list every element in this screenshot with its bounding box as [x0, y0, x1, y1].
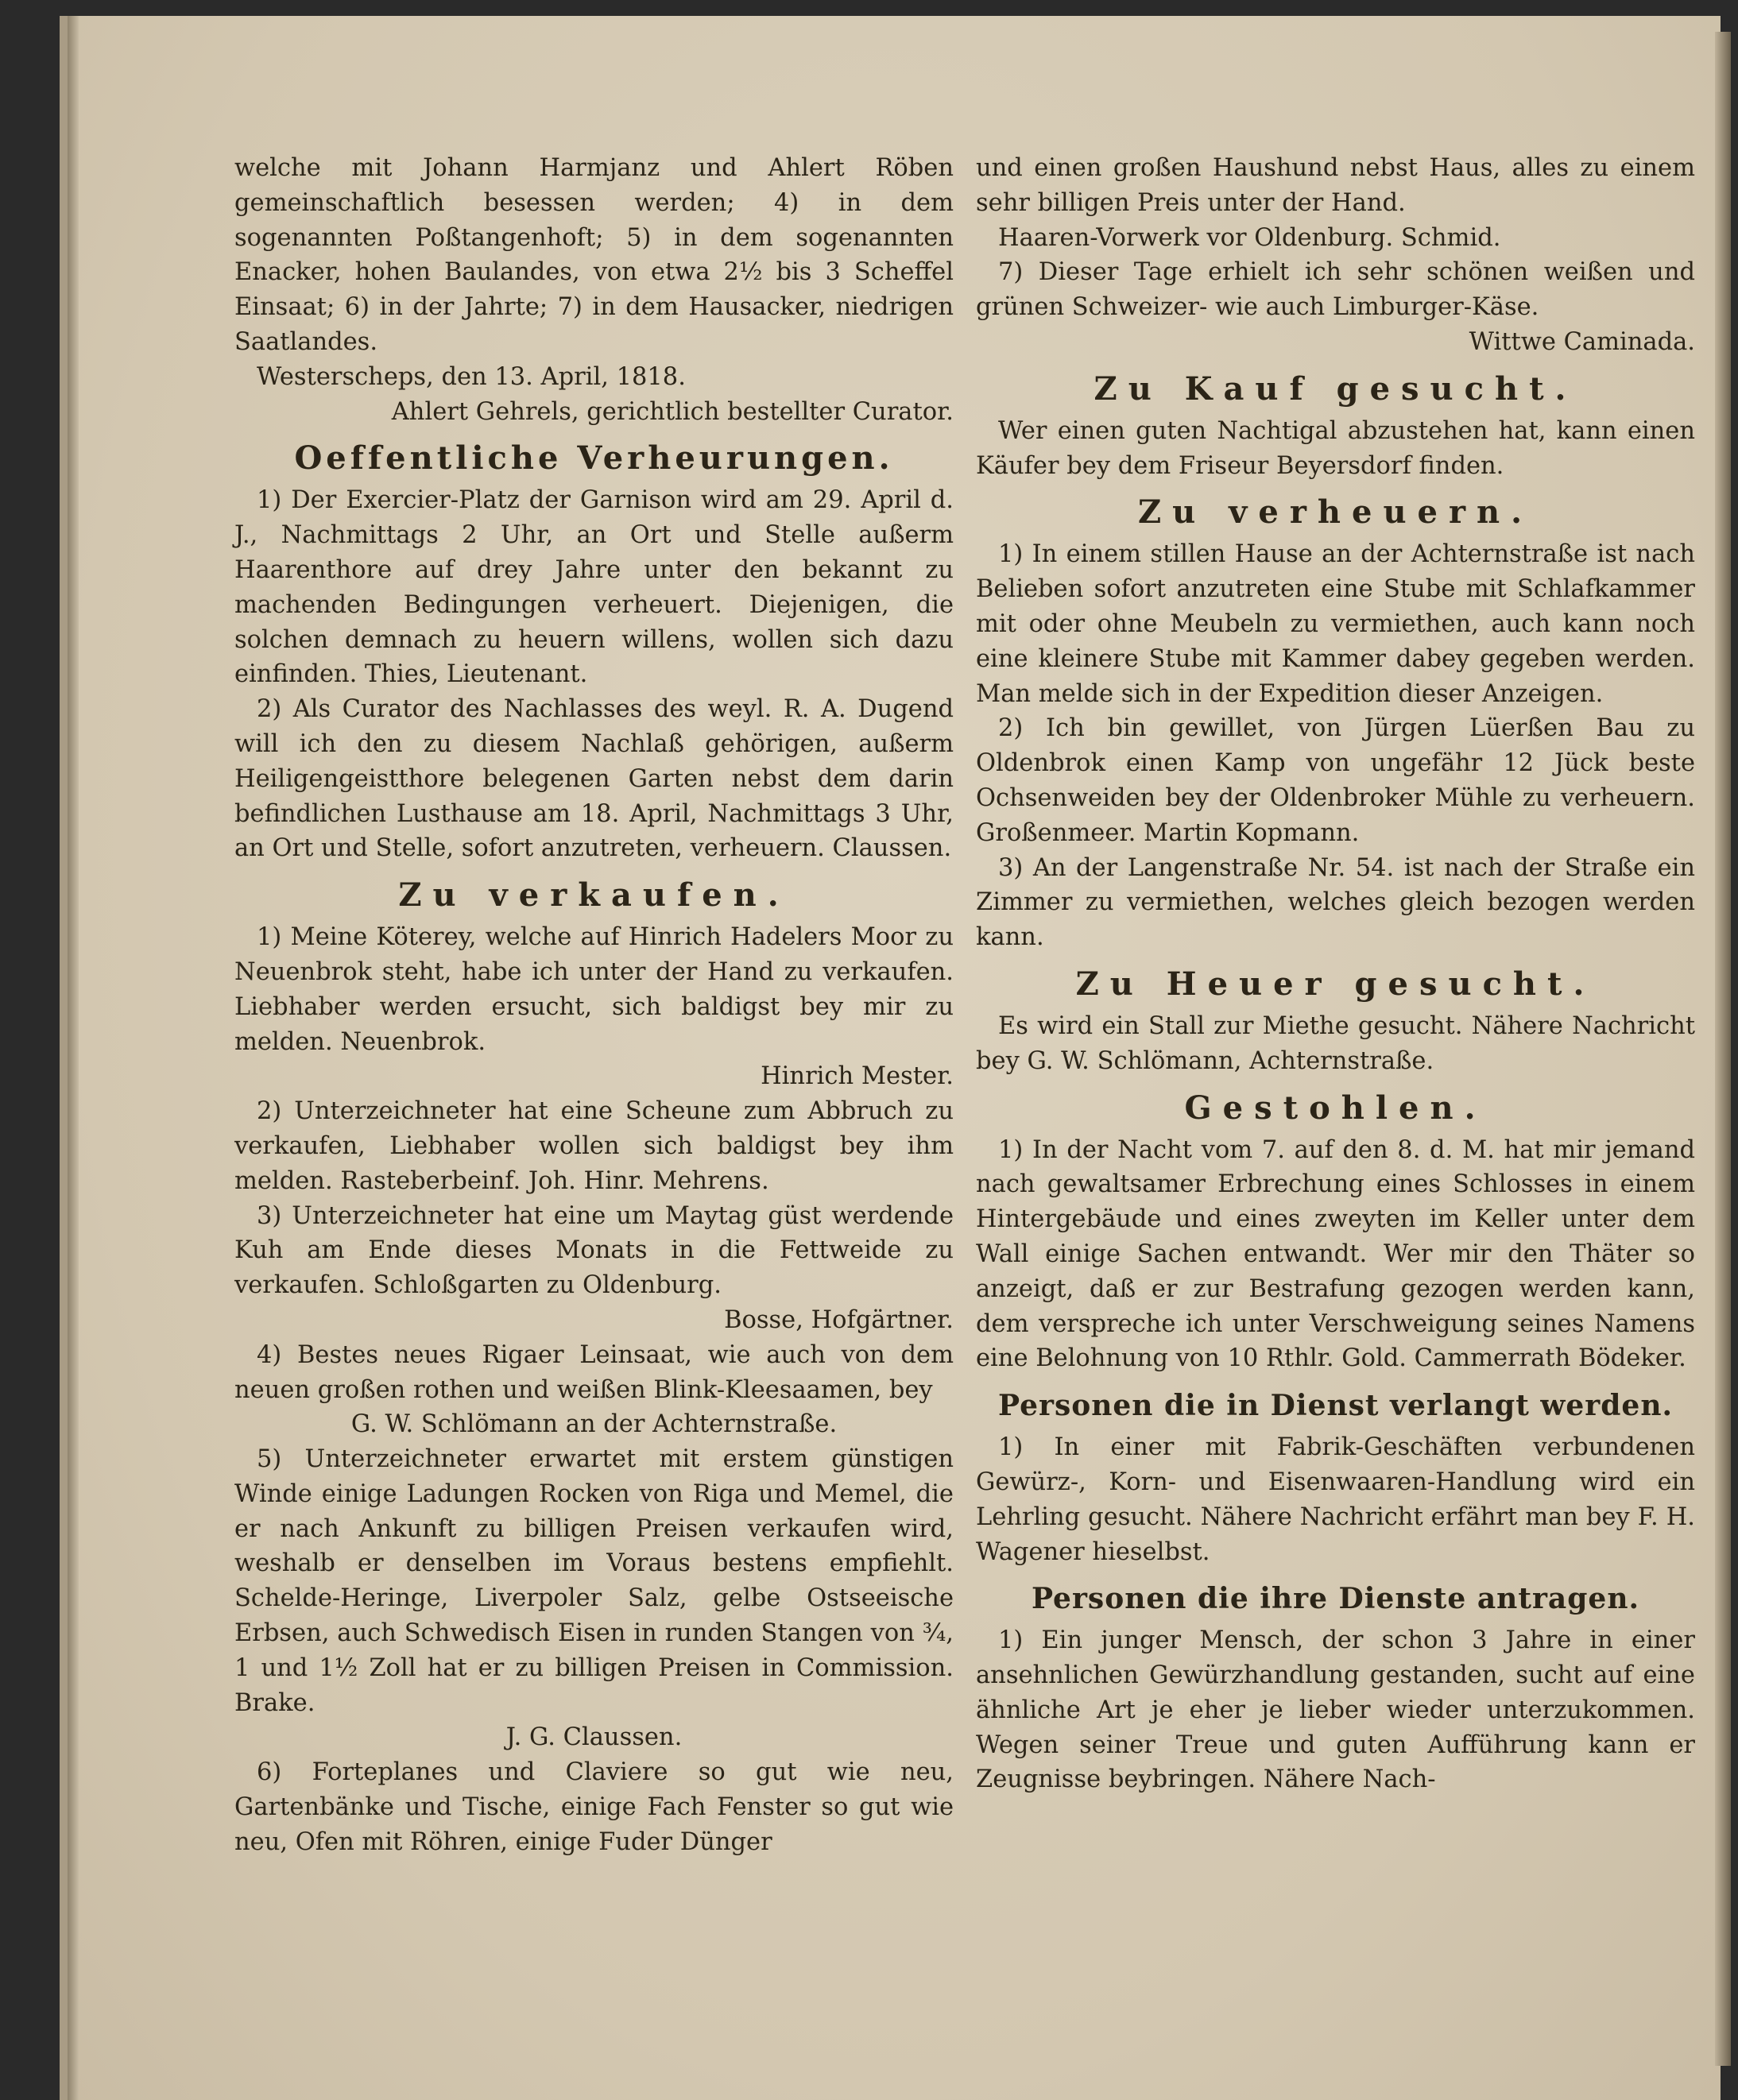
section-heading: Zu Kauf gesucht.	[1094, 369, 1577, 408]
signature: J. G. Claussen.	[505, 1723, 683, 1752]
notice-paragraph: 3) An der Langenstraße Nr. 54. ist nach der Straße ein Zimmer zu vermiethen, welches gleich bezogen werden kann.	[976, 853, 1695, 952]
signature: Ahlert Gehrels, gerichtlich bestellter Curator.	[391, 397, 954, 426]
notice-paragraph: 6) Forteplanes und Claviere so gut wie neu, Gartenbänke und Tische, einige Fach Fenster so gut wie neu, Ofen mit Röhren, einige Fuder Dünger	[234, 1758, 954, 1856]
page-edge-left	[60, 16, 68, 2100]
notice-paragraph: 2) Unterzeichneter hat eine Scheune zum Abbruch zu verkaufen, Liebhaber wollen sich baldigst bey ihm melden. Rasteberbeinf. Joh. Hinr. Mehrens.	[234, 1097, 954, 1195]
section-heading: Personen die ihre Dienste antragen.	[1031, 1582, 1640, 1616]
notice-paragraph: 1) Ein junger Mensch, der schon 3 Jahre in einer ansehnlichen Gewürzhandlung gestanden, sucht auf eine ähnliche Art je eher je lieber wieder unterzukommen. Wegen seiner Treue und guten Aufführung kann er Zeugnisse beybringen. Nähere Nach-	[976, 1626, 1695, 1794]
signature: Bosse, Hofgärtner.	[724, 1305, 954, 1334]
notice-paragraph: 1) Meine Köterey, welche auf Hinrich Hadelers Moor zu Neuenbrok steht, habe ich unter der Hand zu verkaufen. Liebhaber werden ersucht, sich baldigst bey mir zu melden. Neuenbrok.	[234, 923, 954, 1056]
signature: Wittwe Caminada.	[1469, 327, 1695, 356]
section-heading: Zu Heuer gesucht.	[1075, 965, 1596, 1003]
signature: G. W. Schlömann an der Achternstraße.	[350, 1410, 838, 1439]
notice-paragraph: Es wird ein Stall zur Miethe gesucht. Nähere Nachricht bey G. W. Schlömann, Achternstraße.	[976, 1011, 1695, 1075]
notice-paragraph: welche mit Johann Harmjanz und Ahlert Röben gemeinschaftlich besessen werden; 4) in dem sogenannten Poßtangenhoft; 5) in dem sogenannten Enacker, hohen Baulandes, von etwa 2½ bis 3 Scheffel Einsaat; 6) in der Jahrte; 7) in dem Hausacker, niedrigen Saatlandes.	[234, 154, 954, 356]
notice-paragraph: 4) Bestes neues Rigaer Leinsaat, wie auch von dem neuen großen rothen und weißen Blink-Kleesaamen, bey	[234, 1340, 954, 1404]
left-column	[234, 151, 954, 1860]
notice-paragraph: 1) In der Nacht vom 7. auf den 8. d. M. hat mir jemand nach gewaltsamer Erbrechung eines Schlosses in einem Hintergebäude und eines zweyten im Keller unter dem Wall einige Sachen entwandt. Wer mir den Thäter so anzeigt, daß er zur Bestrafung gezogen werden kann, dem verspreche ich unter Verschweigung seines Namens eine Belohnung von 10 Rthlr. Gold. Cammerrath Bödeker.	[976, 1135, 1695, 1373]
section-heading: Personen die in Dienst verlangt werden.	[997, 1389, 1674, 1423]
date-line: Westerscheps, den 13. April, 1818.	[257, 362, 686, 391]
notice-paragraph: 3) Unterzeichneter hat eine um Maytag güst werdende Kuh am Ende dieses Monats in die Fettweide zu verkaufen. Schloßgarten zu Oldenburg.	[234, 1201, 954, 1300]
notice-paragraph: Wer einen guten Nachtigal abzustehen hat, kann einen Käufer bey dem Friseur Beyersdorf finden.	[976, 416, 1695, 480]
notice-paragraph: 1) In einem stillen Hause an der Achternstraße ist nach Belieben sofort anzutreten eine Stube mit Schlafkammer mit oder ohne Meubeln zu vermiethen, auch kann noch eine kleinere Stube mit Kammer dabey gegeben werden. Man melde sich in der Expedition dieser Anzeigen.	[976, 540, 1695, 708]
section-heading: Gestohlen.	[1184, 1089, 1487, 1127]
notice-paragraph: 1) In einer mit Fabrik-Geschäften verbundenen Gewürz-, Korn- und Eisenwaaren-Handlung wird ein Lehrling gesucht. Nähere Nachricht erfährt man bey F. H. Wagener hieselbst.	[976, 1433, 1695, 1566]
notice-paragraph: und einen großen Haushund nebst Haus, alles zu einem sehr billigen Preis unter der Hand.	[976, 154, 1695, 217]
notice-paragraph: 7) Dieser Tage erhielt ich sehr schönen weißen und grünen Schweizer- wie auch Limburger-Käse.	[976, 258, 1695, 322]
book-gutter	[1715, 32, 1731, 2066]
notice-paragraph: 2) Als Curator des Nachlasses des weyl. R. A. Dugend will ich den zu diesem Nachlaß gehörigen, außerm Heiligengeistthore belegenen Garten nebst dem darin befindlichen Lusthause am 18. April, Nachmittags 3 Uhr, an Ort und Stelle, sofort anzutreten, verheuern. Claussen.	[234, 695, 954, 863]
notice-paragraph: 1) Der Exercier-Platz der Garnison wird am 29. April d. J., Nachmittags 2 Uhr, an Ort und Stelle außerm Haarenthore auf drey Jahre unter den bekannt zu machenden Bedingungen verheuert. Diejenigen, die solchen demnach zu heuern willens, wollen sich dazu einfinden. Thies, Lieutenant.	[234, 486, 954, 689]
notice-paragraph: 2) Ich bin gewillet, von Jürgen Lüerßen Bau zu Oldenbrok einen Kamp von ungefähr 12 Jück beste Ochsenweiden bey der Oldenbroker Mühle zu verheuern. Großenmeer. Martin Kopmann.	[976, 714, 1695, 847]
section-heading: Zu verheuern.	[1137, 493, 1534, 532]
notice-paragraph: 5) Unterzeichneter erwartet mit erstem günstigen Winde einige Ladungen Rocken von Riga und Memel, die er nach Ankunft zu billigen Preisen verkaufen wird, weshalb er denselben im Voraus bestens empfiehlt. Schelde-Heringe, Liverpoler Salz, gelbe Ostseeische Erbsen, auch Schwedisch Eisen in runden Stangen von ¾, 1 und 1½ Zoll hat er zu billigen Preisen in Commission. Brake.	[234, 1445, 954, 1717]
section-heading: Oeffentliche Verheurungen.	[294, 439, 894, 478]
section-heading: Zu verkaufen.	[398, 876, 790, 915]
notice-paragraph: Haaren-Vorwerk vor Oldenburg. Schmid.	[998, 223, 1501, 252]
right-column	[976, 151, 1695, 1797]
signature: Hinrich Mester.	[761, 1062, 954, 1091]
page-edge-shadow	[68, 16, 79, 2100]
